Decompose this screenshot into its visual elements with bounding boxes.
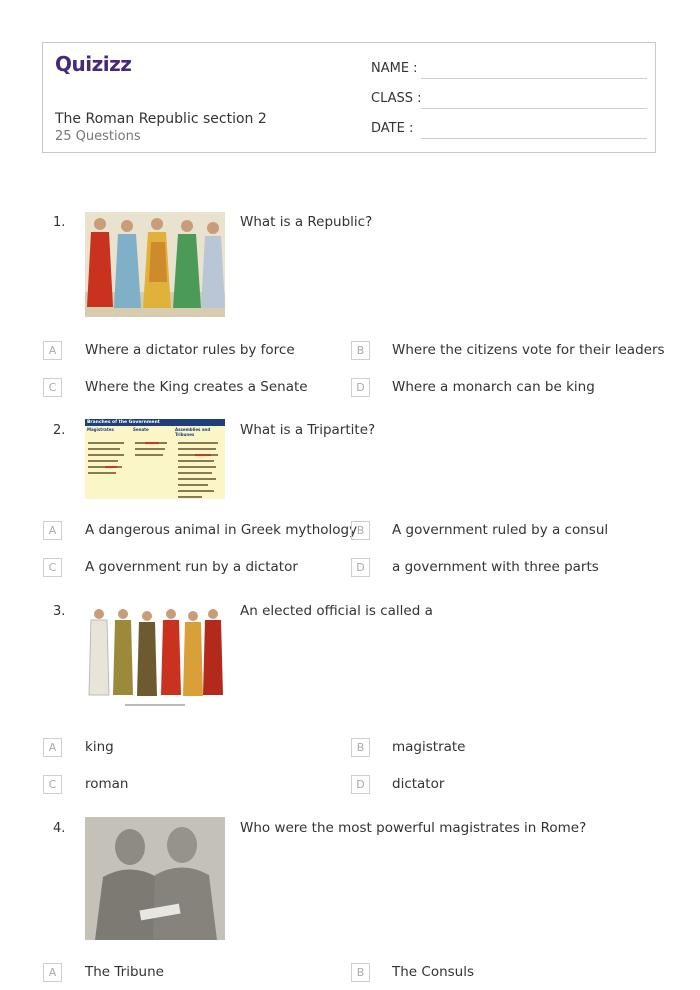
- option-letter[interactable]: A: [43, 738, 62, 757]
- option-text: Where the King creates a Senate: [85, 379, 308, 395]
- option-letter[interactable]: A: [43, 521, 62, 540]
- question-number: 2.: [53, 423, 66, 438]
- option-letter[interactable]: A: [43, 341, 62, 360]
- option-text: A government ruled by a consul: [392, 522, 609, 538]
- date-line[interactable]: [421, 138, 647, 139]
- quizizz-logo: Quizizz: [55, 52, 132, 76]
- question-number: 3.: [53, 604, 66, 619]
- option-letter[interactable]: D: [351, 775, 370, 794]
- option-letter[interactable]: C: [43, 378, 62, 397]
- roman-statue-image: [85, 817, 225, 940]
- option-text: A dangerous animal in Greek mythology: [85, 522, 358, 538]
- class-line[interactable]: [421, 108, 647, 109]
- image-title: Branches of the Government: [85, 419, 225, 426]
- option-letter[interactable]: C: [43, 558, 62, 577]
- question-text: Who were the most powerful magistrates in Rome?: [240, 820, 587, 836]
- class-label: CLASS :: [371, 91, 422, 106]
- option-text: Where the citizens vote for their leaders: [392, 342, 665, 358]
- option-letter[interactable]: B: [351, 738, 370, 757]
- date-label: DATE :: [371, 121, 414, 136]
- option-letter[interactable]: C: [43, 775, 62, 794]
- image-column-header: Senate: [133, 427, 149, 432]
- image-column-header: Assemblies and Tribunes: [175, 427, 211, 437]
- government-branches-image: [85, 419, 225, 499]
- image-column-header: Magistrates: [87, 427, 114, 432]
- roman-soldiers-image: [85, 600, 225, 712]
- roman-women-image: [85, 212, 225, 317]
- name-line[interactable]: [421, 78, 647, 79]
- option-letter[interactable]: D: [351, 378, 370, 397]
- option-letter[interactable]: A: [43, 963, 62, 982]
- question-number: 4.: [53, 821, 66, 836]
- option-text: king: [85, 739, 114, 755]
- option-text: roman: [85, 776, 129, 792]
- option-text: magistrate: [392, 739, 466, 755]
- quiz-title: The Roman Republic section 2: [55, 111, 267, 127]
- option-text: Where a monarch can be king: [392, 379, 595, 395]
- question-number: 1.: [53, 215, 66, 230]
- option-letter[interactable]: B: [351, 521, 370, 540]
- name-label: NAME :: [371, 61, 418, 76]
- option-text: A government run by a dictator: [85, 559, 298, 575]
- worksheet-header: [42, 42, 656, 153]
- option-text: The Tribune: [85, 964, 164, 980]
- question-count: 25 Questions: [55, 129, 141, 144]
- option-text: Where a dictator rules by force: [85, 342, 295, 358]
- question-text: An elected official is called a: [240, 603, 433, 619]
- question-text: What is a Republic?: [240, 214, 373, 230]
- option-text: dictator: [392, 776, 445, 792]
- option-letter[interactable]: B: [351, 341, 370, 360]
- option-letter[interactable]: D: [351, 558, 370, 577]
- question-text: What is a Tripartite?: [240, 422, 376, 438]
- option-text: The Consuls: [392, 964, 475, 980]
- option-letter[interactable]: B: [351, 963, 370, 982]
- option-text: a government with three parts: [392, 559, 599, 575]
